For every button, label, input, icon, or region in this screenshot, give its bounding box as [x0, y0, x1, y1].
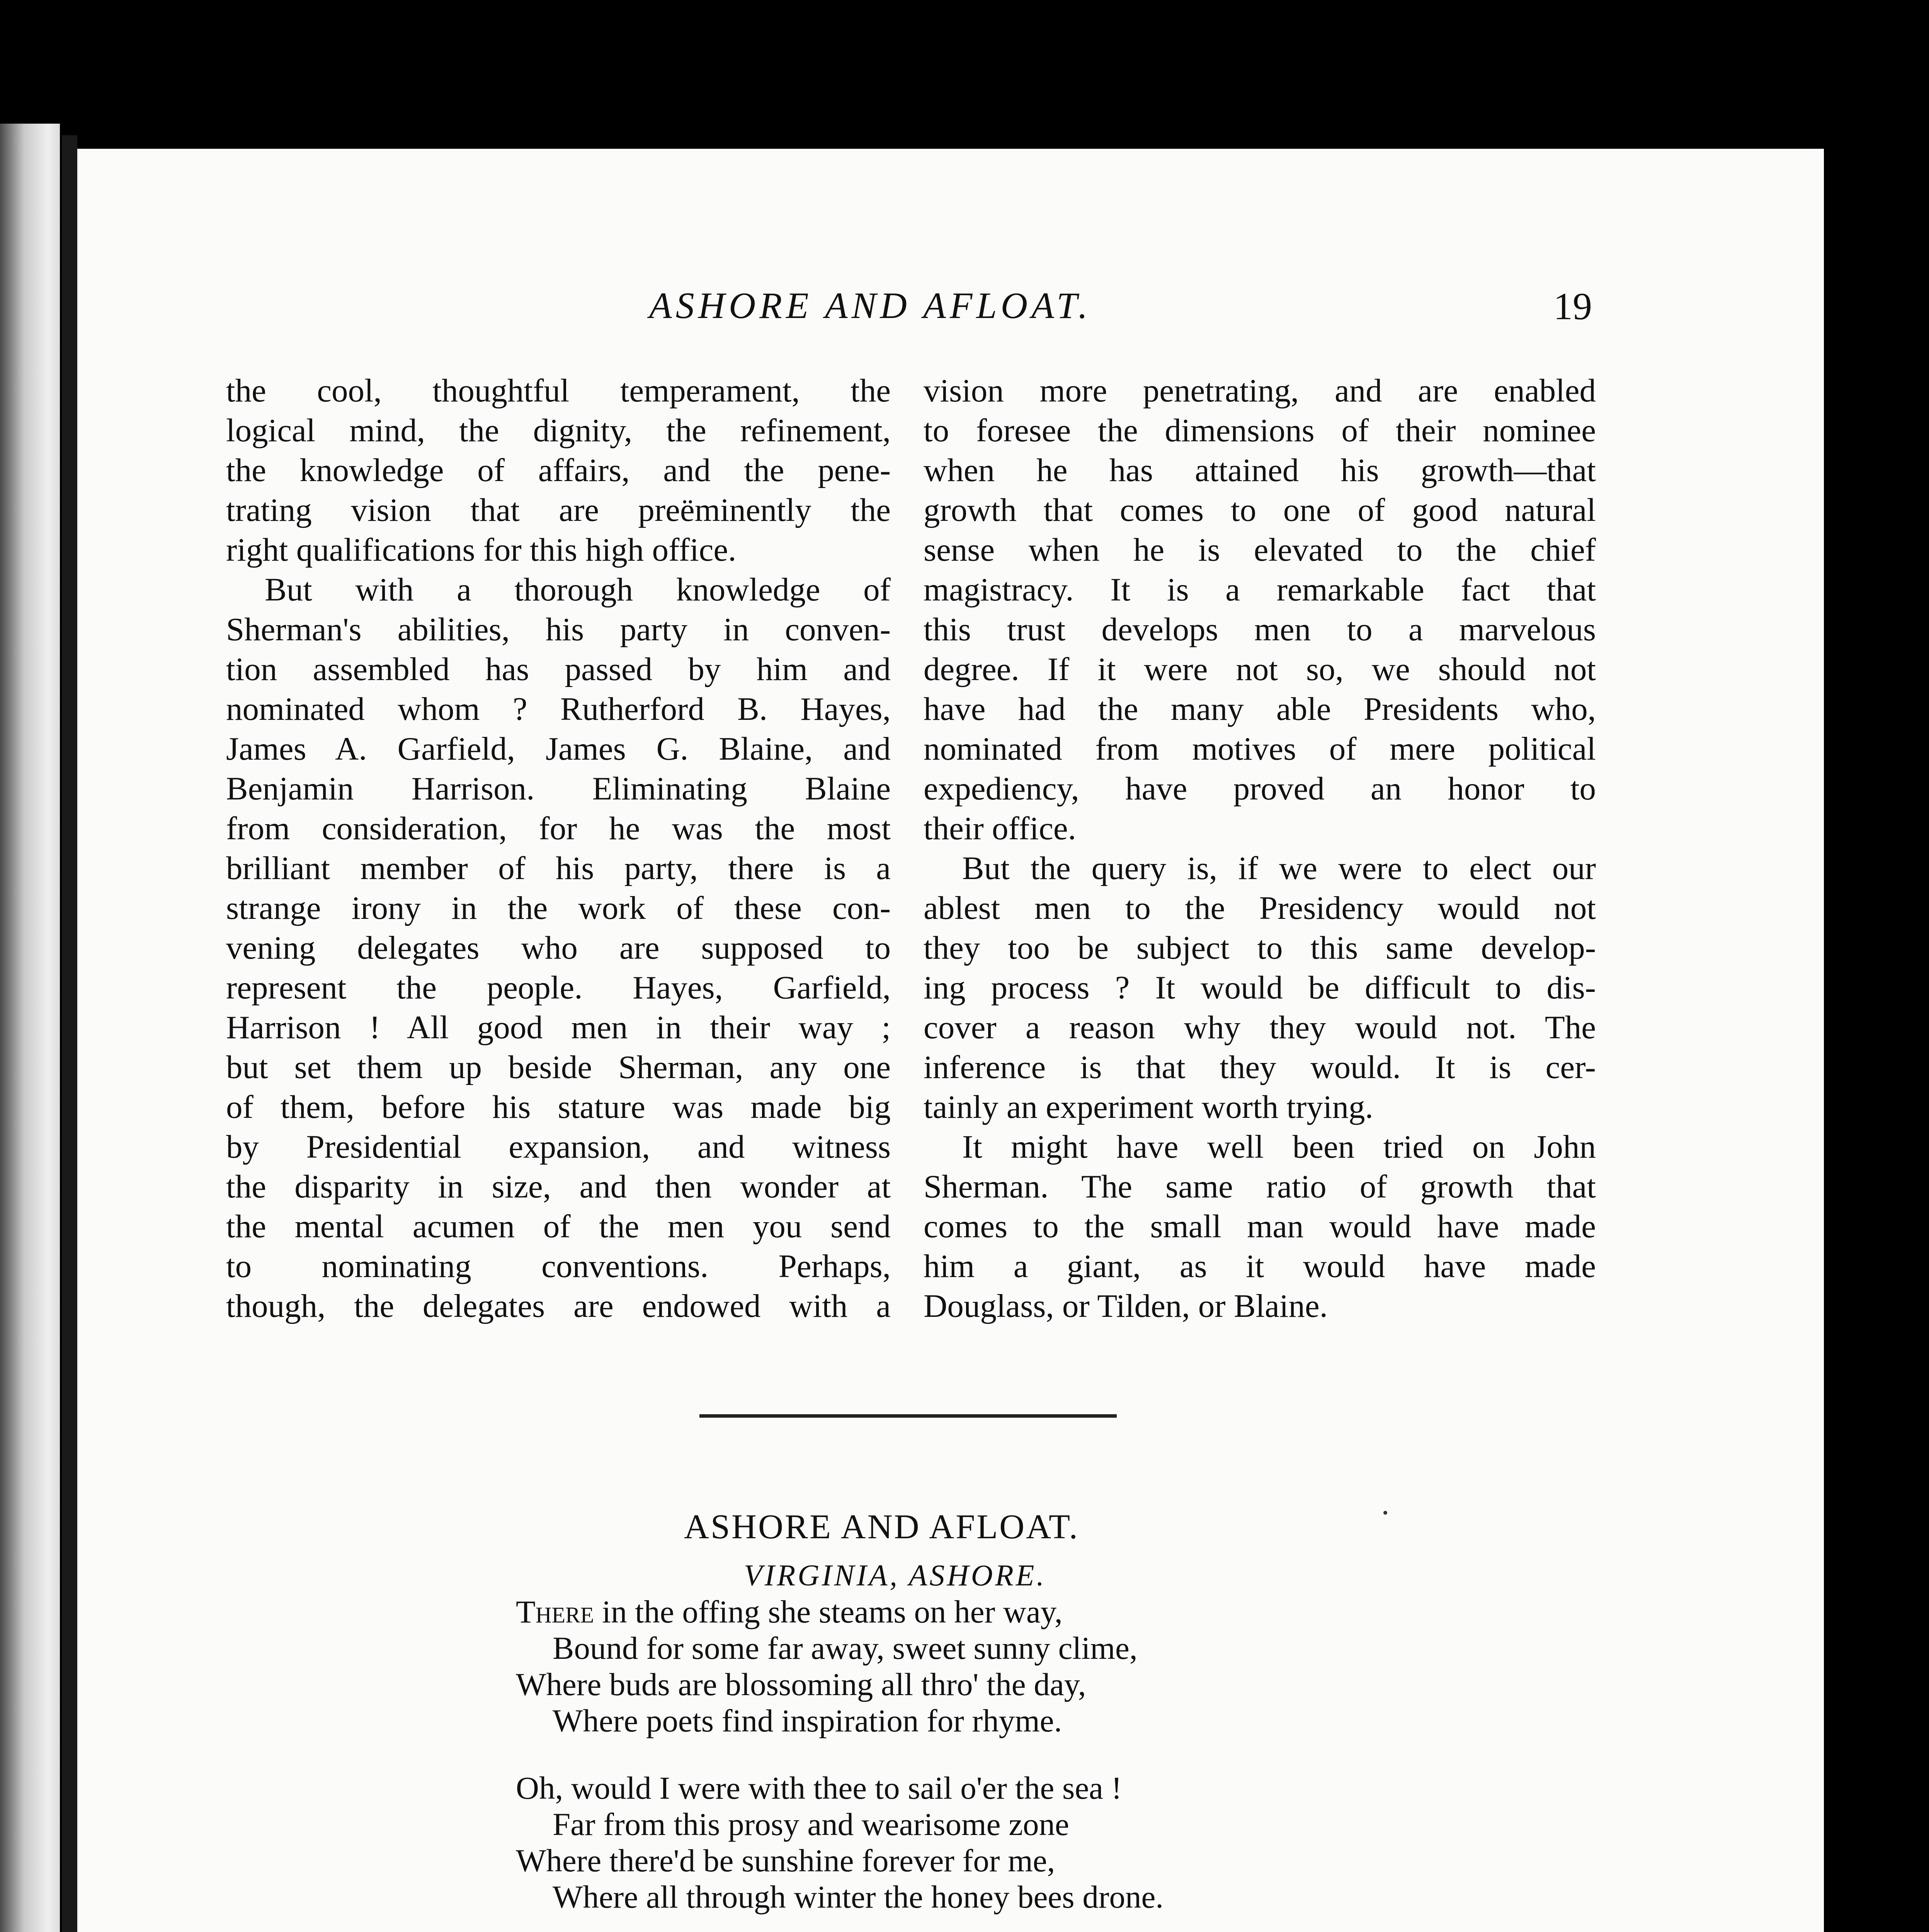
text-line: It might have well been tried on John: [962, 1129, 1596, 1165]
poem-part-ashore: [516, 1557, 1443, 1915]
text-line: Harrison ! All good men in their way ;: [226, 1009, 891, 1046]
drop-word: There: [516, 1594, 594, 1629]
text-line: inference is that they would. It is cer-: [924, 1049, 1596, 1085]
text-line: trating vision that are preëminently the: [226, 492, 891, 528]
text-line: tainly an experiment worth trying.: [924, 1089, 1373, 1125]
text-line: strange irony in the work of these con-: [226, 890, 891, 926]
text-line: expediency, have proved an honor to: [924, 770, 1596, 807]
text-line: the cool, thoughtful temperament, the: [226, 372, 891, 409]
text-line: when he has attained his growth—that: [924, 452, 1596, 488]
left-column: [226, 371, 891, 1326]
text-line: Sherman. The same ratio of growth that: [924, 1168, 1596, 1205]
text-line: have had the many able Presidents who,: [924, 691, 1596, 727]
adjacent-page-edge: [0, 124, 60, 1932]
poem-line: Where there'd be sunshine forever for me,: [516, 1843, 1055, 1878]
page-binding-shadow: [62, 135, 77, 1932]
text-line: James A. Garfield, James G. Blaine, and: [226, 731, 891, 767]
text-line: vision more penetrating, and are enabled: [924, 372, 1596, 409]
text-line: cover a reason why they would not. The: [924, 1009, 1596, 1046]
text-line: degree. If it were not so, we should not: [924, 651, 1596, 687]
poem-line: There in the offing she steams on her way,: [516, 1594, 1063, 1629]
running-head: ASHORE AND AFLOAT.: [649, 285, 1092, 326]
text-line: sense when he is elevated to the chief: [924, 532, 1596, 568]
text-line: logical mind, the dignity, the refinement,: [226, 412, 891, 449]
text-line: Benjamin Harrison. Eliminating Blaine: [226, 770, 891, 807]
text-line: they too be subject to this same develop-: [924, 930, 1596, 966]
text-line: Douglass, or Tilden, or Blaine.: [924, 1288, 1328, 1324]
poem-line: Oh, would I were with thee to sail o'er the sea !: [516, 1770, 1122, 1806]
text-line: but set them up beside Sherman, any one: [226, 1049, 891, 1085]
poem-line: Far from this prosy and wearisome zone: [553, 1806, 1069, 1842]
text-line: represent the people. Hayes, Garfield,: [226, 969, 891, 1006]
text-line: from consideration, for he was the most: [226, 810, 891, 847]
text-line: comes to the small man would have made: [924, 1208, 1596, 1245]
text-line: the disparity in size, and then wonder at: [226, 1168, 891, 1205]
text-line: though, the delegates are endowed with a: [226, 1288, 891, 1324]
poem-line: Bound for some far away, sweet sunny clime,: [553, 1630, 1138, 1666]
text-line: the knowledge of affairs, and the pene-: [226, 452, 891, 488]
text-line: to foresee the dimensions of their nominee: [924, 412, 1596, 449]
text-line: nominated from motives of mere political: [924, 731, 1596, 767]
page-number: 19: [1553, 285, 1592, 328]
text-line: vening delegates who are supposed to: [226, 930, 891, 966]
poem-line: Where all through winter the honey bees drone.: [553, 1879, 1164, 1915]
text-line: right qualifications for this high office.: [226, 532, 737, 568]
text-line: ing process ? It would be difficult to dis-: [924, 969, 1596, 1006]
text-line: by Presidential expansion, and witness: [226, 1129, 891, 1165]
text-line: the mental acumen of the men you send: [226, 1208, 891, 1245]
poem-line: Where buds are blossoming all thro' the day,: [516, 1667, 1086, 1702]
ink-speck: [1383, 1511, 1387, 1515]
text-line: magistracy. It is a remarkable fact that: [924, 571, 1596, 608]
text-line: to nominating conventions. Perhaps,: [226, 1248, 891, 1284]
text-line: ablest men to the Presidency would not: [924, 890, 1596, 926]
text-line: growth that comes to one of good natural: [924, 492, 1596, 528]
text-line: brilliant member of his party, there is a: [226, 850, 891, 886]
text-line: their office.: [924, 810, 1076, 847]
text-line: him a giant, as it would have made: [924, 1248, 1596, 1284]
text-line: Sherman's abilities, his party in conven-: [226, 611, 891, 648]
text-line: this trust develops men to a marvelous: [924, 611, 1596, 648]
text-line: But the query is, if we were to elect our: [962, 850, 1596, 886]
poem-line: Where poets find inspiration for rhyme.: [553, 1703, 1062, 1738]
poem-title: ASHORE AND AFLOAT.: [684, 1508, 1079, 1546]
section-divider-rule: [699, 1414, 1117, 1418]
text-line: tion assembled has passed by him and: [226, 651, 891, 687]
text-line: But with a thorough knowledge of: [265, 571, 891, 608]
poem-part-heading: VIRGINIA, ASHORE.: [744, 1558, 1046, 1592]
text-line: nominated whom ? Rutherford B. Hayes,: [226, 691, 891, 727]
text-line: of them, before his stature was made big: [226, 1089, 891, 1125]
right-column: [924, 371, 1596, 1326]
